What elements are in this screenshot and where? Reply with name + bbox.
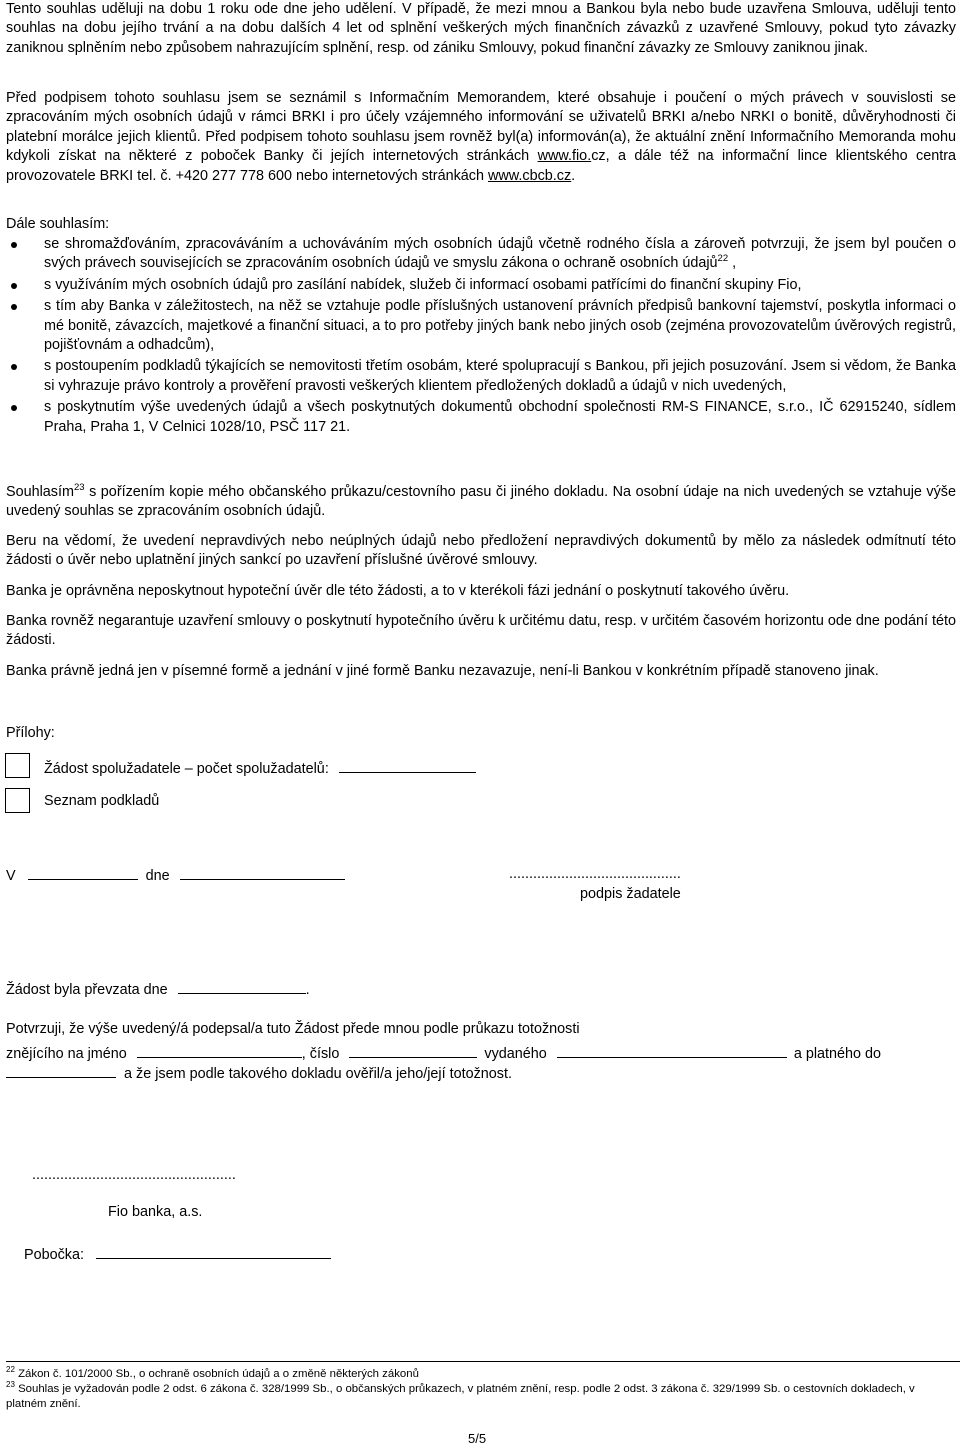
refuse-paragraph [6,582,956,601]
place-label: V [6,868,16,884]
copy-consent-b: s pořízením kopie mého občanského průkazu/cestovního pasu či jiného dokladu. Na osobní údaje na nich uvedených se vztahuje výše uvedený souhlas se zpracováním osobních údajů. [6,484,956,520]
memorandum-text-c: . [571,167,576,184]
footnote-ref: 22 [717,253,729,265]
validity-text: Tento souhlas uděluji na dobu 1 roku ode dne jeho udělení. V případě, že mezi mnou a Bankou byla nebo bude uzavřena Smlouva, uděluji tento souhlas na dobu jejího trvání a na dobu dalších 4 let od splnění veškerých mých finančních závazků z uzavřené Smlouvy, pokud tyto závazky zaniknou splněním nebo způsobem nahrazujícím splnění, resp. od zániku Smlouvy, pokud finanční závazky ze Smlouvy zaniknou jinak. [6,1,956,56]
documents-label: Seznam podkladů [44,793,160,809]
issued-by-field[interactable] [557,1043,787,1058]
branch-row [24,1244,331,1265]
false-data-text: Beru na vědomí, že uvedení nepravdivých nebo neúplných údajů nebo předložení nepravdivých dokumentů by mělo za následek odmítnutí této žádosti o úvěr nebo uplatnění jiných sankcí po uzavření příslušné úvěrové smlouvy. [6,533,956,569]
bullet-icon [11,242,17,248]
footnote-23 [6,1382,956,1412]
bank-name: Fio banka, a.s. [108,1204,203,1220]
taken-over-period: . [305,982,310,998]
bullet-icon [11,304,17,310]
footnote-text: Zákon č. 101/2000 Sb., o ochraně osobních údajů a o změně některých zákonů [18,1368,419,1380]
page-number: 5/5 [468,1431,487,1446]
attachments-heading: Přílohy: [6,725,55,741]
no-guarantee-text: Banka rovněž negarantuje uzavření smlouvy o poskytnutí hypotečního úvěru k určitému datu, resp. v určitém časovém horizontu ode dne podání této žádosti. [6,613,956,649]
validity-paragraph [6,0,956,58]
documents-checkbox[interactable] [5,788,30,813]
number-label: , číslo [301,1046,340,1062]
taken-over-date-field[interactable] [178,979,306,994]
holder-label: znějícího na jméno [6,1046,127,1062]
footnote-ref: 23 [74,482,85,494]
footnote-number: 23 [6,1380,15,1390]
date-field[interactable] [180,865,345,880]
signature-dots[interactable]: ........................................... [509,866,681,882]
co-applicant-row [44,758,476,779]
written-form-text: Banka právně jedná jen v písemné formě a jednání v jiné formě Banku nezavazuje, není-li Bankou v konkrétním případě stanoveno jinak. [6,663,879,679]
co-applicant-checkbox[interactable] [5,753,30,778]
valid-label: a platného do [793,1046,882,1062]
consent-item-tail: , [728,255,737,272]
holder-name-field[interactable] [137,1043,302,1058]
verification-row [6,1043,881,1064]
verification-row-2 [6,1063,512,1084]
valid-until-field[interactable] [6,1063,116,1078]
place-date-row [6,865,345,886]
consent-item-text: se shromažďováním, zpracováváním a uchováváním mých osobních údajů včetně rodného čísla a zároveň potvrzuji, že jsem byl poučen o svých právech souvisejících se zpracováním osobních údajů ve smyslu zákona o ochraně osobních údajů [44,236,956,272]
branch-label: Pobočka: [24,1247,85,1263]
consent-item-text: s postoupením podkladů týkajících se nemovitosti třetím osobám, které spolupracují s Bankou, při jejich posuzování. Jsem si vědom, že Banka si vyhrazuje právo kontroly a prověření pravosti veškerých klientem předložených dokladů a údajů v nich uvedených, [44,358,956,394]
consent-item [6,398,956,437]
copy-consent-text [6,483,956,522]
consent-item [6,276,956,295]
copy-consent-a: Souhlasím [6,484,74,500]
consent-item-text: s tím aby Banka v záležitostech, na něž se vztahuje podle příslušných ustanovení právních předpisů bankovní tajemství, poskytla informaci o mé bonitě, závazcích, majetkové a finanční situaci, a to pro potřeby jiných bank nebo jiných osob (zejména provozovatelům úvěrových registrů, pojišťovnám a odhadcům), [44,298,956,354]
bank-signature-dots[interactable]: ................................................... [32,1167,236,1183]
footnote-divider [6,1361,960,1362]
verification-tail: a že jsem podle takového dokladu ověřil/a jeho/její totožnost. [124,1066,512,1082]
issued-label: vydaného [484,1046,547,1062]
cbcb-link[interactable]: www.cbcb.cz [488,167,572,184]
footnote-number: 22 [6,1365,15,1375]
no-guarantee-paragraph [6,612,956,651]
co-applicant-count-field[interactable] [339,758,476,773]
consent-item [6,297,956,355]
consent-item [6,235,956,274]
refuse-text: Banka je oprávněna neposkytnout hypoteční úvěr dle této žádosti, a to v kterékoli fázi jednání o poskytnutí takového úvěru. [6,583,790,599]
consent-list [6,235,956,437]
document-number-field[interactable] [349,1043,477,1058]
memorandum-text [6,89,956,186]
consent-item-text: s poskytnutím výše uvedených údajů a všech poskytnutých dokumentů obchodní společnosti RM-S FINANCE, s.r.o., IČ 62915240, sídlem Praha, Praha 1, V Celnici 1028/10, PSČ 117 21. [44,399,956,435]
co-applicant-label: Žádost spolužadatele – počet spolužadatelů: [44,761,329,777]
consent-item [6,357,956,396]
bullet-icon [11,364,17,370]
bullet-icon [11,405,17,411]
memorandum-text-a: Před podpisem tohoto souhlasu jsem se seznámil s Informačním Memorandem, které obsahuje i poučení o mých právech v souvislosti se zpracováním mých osobních údajů v rámci BRKI i pro účely vzájemného informování se uživatelů BRKI a/nebo NRKI o bonitě, důvěryhodnosti či platební morálce jejich klientů. Před podpisem tohoto souhlasu jsem rovněž byl(a) informován(a), že aktuální znění Informačního Memoranda mohu kdykoli získat na některé z poboček Banky či jejích internetových stránkách [6,90,956,165]
fio-link[interactable]: www.fio. [537,148,592,165]
taken-over-label: Žádost byla převzata dne [6,982,168,998]
footnote-22 [6,1367,956,1382]
verification-intro: Potvrzuji, že výše uvedený/á podepsal/a tuto Žádost přede mnou podle průkazu totožnosti [6,1021,580,1037]
branch-field[interactable] [96,1244,331,1259]
consent-item-text: s využíváním mých osobních údajů pro zasílání nabídek, služeb či informací osobami patřícími do finanční skupiny Fio, [44,276,802,293]
bullet-icon [11,283,17,289]
place-field[interactable] [28,865,138,880]
footnote-text: Souhlas je vyžadován podle 2 odst. 6 zákona č. 328/1999 Sb., o občanských průkazech, v platném znění, resp. podle 2 odst. 3 zákona č. 329/1999 Sb. o cestovních dokladech, v platném znění. [6,1383,915,1410]
signature-label: podpis žadatele [580,886,681,902]
consent-heading: Dále souhlasím: [6,216,110,232]
memorandum-text-b: cz, a dále též na informační lince klientského centra provozovatele BRKI tel. č. +420 277 778 600 nebo internetových stránkách [6,148,956,184]
date-label: dne [145,868,170,884]
taken-over-row [6,979,310,1000]
written-form-paragraph [6,662,956,681]
false-data-paragraph [6,532,956,571]
memorandum-paragraph [6,89,956,186]
copy-consent-paragraph [6,483,956,522]
